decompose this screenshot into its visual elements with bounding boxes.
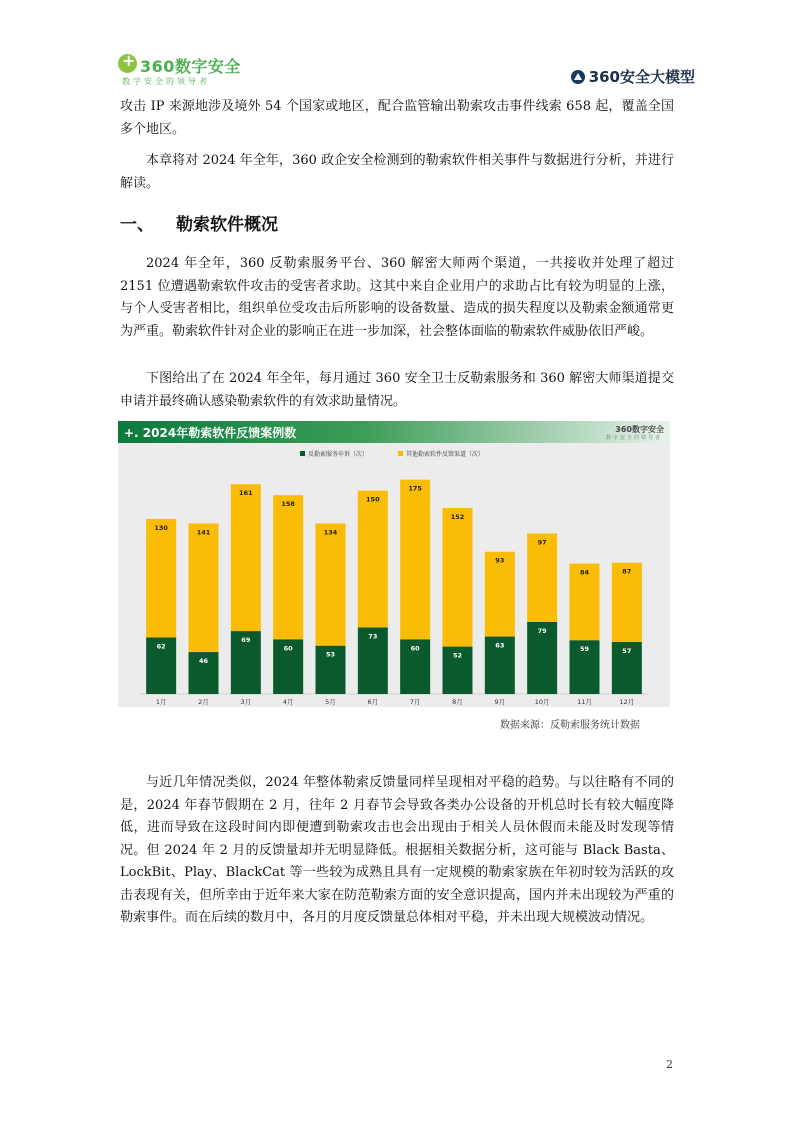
bar-other-3 <box>231 484 261 631</box>
chart-title: +. 2024年勒索软件反馈案例数 <box>124 426 297 440</box>
data-label-other-11: 84 <box>579 568 590 577</box>
triangle-logo-icon <box>571 70 585 84</box>
x-tick-11: 11月 <box>577 698 592 706</box>
data-source: 数据来源：反勒索服务统计数据 <box>500 720 640 731</box>
paragraph-intro: 本章将对 2024 年全年，360 政企安全检测到的勒索软件相关事件与数据进行分析，并进行解读。 <box>120 153 674 191</box>
data-label-other-8: 152 <box>450 512 465 521</box>
chart <box>118 421 670 707</box>
brand-plus-icon <box>118 54 137 73</box>
bar-other-5 <box>316 523 346 645</box>
data-label-appeal-5: 53 <box>325 650 336 659</box>
brand-right-name: 360安全大模型 <box>588 68 695 86</box>
data-label-other-7: 175 <box>408 484 422 493</box>
paragraph-2: 下图给出了在 2024 年全年，每月通过 360 安全卫士反勒索服务和 360 解密大师渠道提交申请并最终确认感染勒索软件的有效求助量情况。 <box>120 371 674 409</box>
data-label-other-12: 87 <box>622 567 632 576</box>
data-label-appeal-2: 46 <box>198 657 209 666</box>
x-tick-6: 6月 <box>367 698 379 706</box>
x-tick-8: 8月 <box>452 698 463 706</box>
section-title: 勒索软件概况 <box>176 215 278 235</box>
data-label-appeal-9: 63 <box>495 641 505 650</box>
data-label-other-3: 161 <box>239 489 253 498</box>
x-tick-3: 3月 <box>240 698 252 706</box>
bar-other-7 <box>400 480 430 640</box>
data-label-appeal-1: 62 <box>156 642 166 651</box>
x-tick-5: 5月 <box>325 698 336 706</box>
data-label-other-5: 134 <box>323 528 338 537</box>
data-label-other-4: 158 <box>281 500 295 509</box>
data-label-other-6: 150 <box>366 495 380 504</box>
section-number: 一、 <box>120 215 154 235</box>
data-label-appeal-12: 57 <box>622 647 632 656</box>
data-label-other-9: 93 <box>495 556 505 565</box>
x-tick-7: 7月 <box>409 698 421 706</box>
x-tick-1: 1月 <box>155 698 167 706</box>
chart-brand: 360数字安全 <box>615 425 664 434</box>
data-label-appeal-10: 79 <box>537 626 547 635</box>
chart-brand-sub: 数字安全的领导者 <box>605 435 662 441</box>
x-tick-2: 2月 <box>198 698 209 706</box>
data-label-other-2: 141 <box>196 528 211 537</box>
legend-swatch-1 <box>398 451 403 456</box>
data-label-appeal-4: 60 <box>283 644 293 653</box>
legend-swatch-0 <box>300 451 305 456</box>
bar-other-10 <box>527 533 557 621</box>
data-label-other-1: 130 <box>154 523 168 532</box>
section-heading <box>120 210 278 235</box>
brand-name: 360数字安全 <box>140 57 241 76</box>
chart-title-bar <box>118 421 670 443</box>
x-tick-9: 9月 <box>494 698 506 706</box>
chart-plot <box>140 444 648 706</box>
data-label-appeal-11: 59 <box>579 645 590 654</box>
data-label-appeal-7: 60 <box>410 644 420 653</box>
header-logo-right <box>571 66 695 87</box>
page-number: 2 <box>666 1058 673 1071</box>
x-tick-10: 10月 <box>534 698 550 706</box>
paragraph-3: 与近几年情况类似，2024 年整体勒索反馈量同样呈现相对平稳的趋势。与以往略有不同的是，2024 年春节假期在 2 月，往年 2 月春节会导致各类办公设备的开机总时长有较大幅度降低，进而导致在这段时间内即便遭到勒索攻击也会出现由于相关人员休假而未能及时发现等情况。但 2024 年 2 月的反馈量却并无明显降低。根据相关数据分析，这可能与 Black Basta、LockBit、Play、BlackCat 等一些较为成熟且具有一定规模的勒索家族在年初时较为活跃的攻击表现有关，但所幸由于近年来大家在防范勒索方面的安全意识提高，国内并未出现较为严重的勒索事件。而在后续的数月中，各月的月度反馈量总体相对平稳，并未出现大规模波动情况。 <box>120 775 674 925</box>
data-label-appeal-8: 52 <box>452 651 463 660</box>
legend-label-1: 其他勒索软件反馈渠道（次） <box>406 451 485 458</box>
brand-slogan: 数字安全的领导者 <box>122 77 210 86</box>
bar-other-8 <box>443 508 473 647</box>
legend-label-0: 反勒索服务申诉（次） <box>308 451 369 458</box>
x-tick-4: 4月 <box>282 698 294 706</box>
bar-other-2 <box>189 523 219 652</box>
bar-other-4 <box>273 495 303 639</box>
data-label-appeal-6: 73 <box>368 632 378 641</box>
paragraph-1: 2024 年全年，360 反勒索服务平台、360 解密大师两个渠道，一共接收并处理了超过 2151 位遭遇勒索软件攻击的受害者求助。这其中来自企业用户的求助占比有较为明显的上涨，与个人受害者相比，组织单位受攻击后所影响的设备数量、造成的损失程度以及勒索金额通常更为严重。勒索软件针对企业的影响正在进一步加深，社会整体面临的勒索软件威胁依旧严峻。 <box>120 256 674 339</box>
header-logo-left <box>118 52 258 88</box>
data-label-other-10: 97 <box>537 538 547 547</box>
data-label-appeal-3: 69 <box>241 636 251 645</box>
paragraph-top: 攻击 IP 来源地涉及境外 54 个国家或地区，配合监管输出勒索攻击事件线索 658 起，覆盖全国多个地区。 <box>120 99 674 137</box>
bar-other-1 <box>146 519 176 638</box>
x-tick-12: 12月 <box>619 698 635 706</box>
bar-other-6 <box>358 491 388 628</box>
